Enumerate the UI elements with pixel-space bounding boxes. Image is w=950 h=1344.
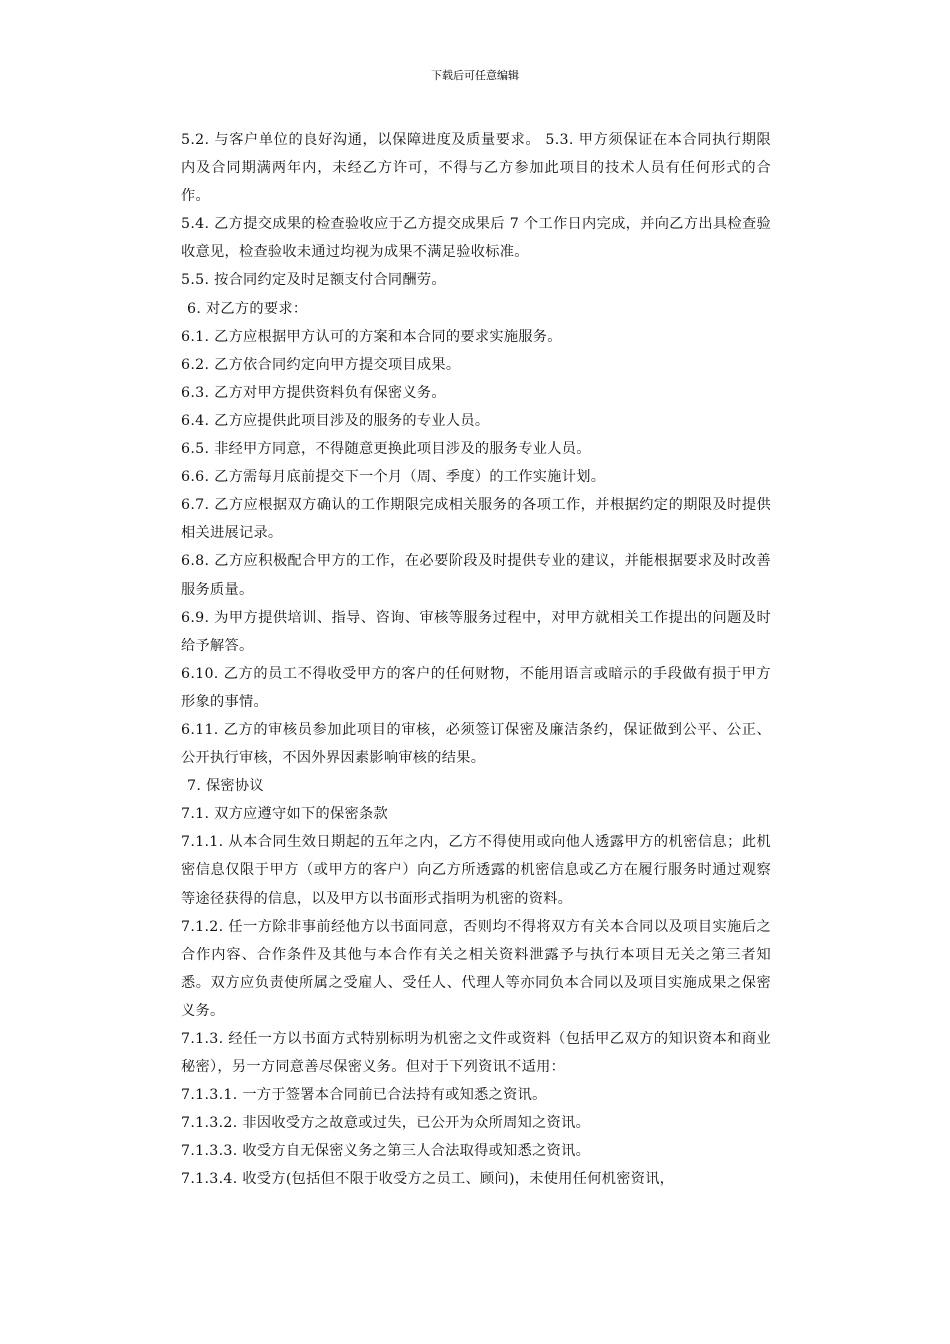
paragraph-6-11: 6.11. 乙方的审核员参加此项目的审核，必须签订保密及廉洁条约，保证做到公平、公正、公开执行审核，不因外界因素影响审核的结果。 [181,721,771,767]
paragraph-6-1: 6.1. 乙方应根据甲方认可的方案和本合同的要求实施服务。 [181,328,562,345]
paragraph-7-1-3-2: 7.1.3.2. 非因收受方之故意或过失，已公开为众所周知之资讯。 [181,1115,591,1132]
paragraph-6-3: 6.3. 乙方对甲方提供资料负有保密义务。 [181,384,446,401]
paragraph-6-5: 6.5. 非经甲方同意，不得随意更换此项目涉及的服务专业人员。 [181,441,591,458]
paragraph-7-1-2: 7.1.2. 任一方除非事前经他方以书面同意，否则均不得将双方有关本合同以及项目实施后之合作内容、合作条件及其他与本合作有关之相关资料泄露予与执行本项目无关之第三者知悉。双方应负责使所属之受雇人、受任人、代理人等亦同负本合同以及项目实施成果之保密义务。 [181,918,771,1019]
paragraph-5-2: 5.2. 与客户单位的良好沟通，以保障进度及质量要求。 5.3. 甲方须保证在本合同执行期限内及合同期满两年内，未经乙方许可，不得与乙方参加此项目的技术人员有任何形式的合作。 [181,132,771,205]
paragraph-6-8: 6.8. 乙方应积极配合甲方的工作，在必要阶段及时提供专业的建议，并能根据要求及时改善服务质量。 [181,553,771,598]
paragraph-6-6: 6.6. 乙方需每月底前提交下一个月（周、季度）的工作实施计划。 [181,469,606,486]
paragraph-7-1-3-4: 7.1.3.4. 收受方(包括但不限于收受方之员工、顾问)，未使用任何机密资讯， [181,1171,675,1188]
paragraph-6-4: 6.4. 乙方应提供此项目涉及的服务的专业人员。 [181,412,490,429]
page-header: 下载后可任意编辑 [431,69,519,82]
section-heading-6: 6. 对乙方的要求： [187,300,308,317]
paragraph-7-1-1: 7.1.1. 从本合同生效日期起的五年之内，乙方不得使用或向他人透露甲方的机密信息；此机密信息仅限于甲方（或甲方的客户）向乙方所透露的机密信息或乙方在履行服务时通过观察等途径获得的信息，以及甲方以书面形式指明为机密的资料。 [181,834,771,907]
paragraph-6-10: 6.10. 乙方的员工不得收受甲方的客户的任何财物，不能用语言或暗示的手段做有损于甲方形象的事情。 [181,665,771,710]
section-heading-7: 7. 保密协议 [187,778,264,795]
paragraph-5-5: 5.5. 按合同约定及时足额支付合同酬劳。 [181,272,446,289]
paragraph-7-1-3-1: 7.1.3.1. 一方于签署本合同前已合法持有或知悉之资讯。 [181,1087,547,1104]
paragraph-7-1-3-3: 7.1.3.3. 收受方自无保密义务之第三人合法取得或知悉之资讯。 [181,1143,591,1160]
paragraph-6-9: 6.9. 为甲方提供培训、指导、咨询、审核等服务过程中，对甲方就相关工作提出的问题及时给予解答。 [181,609,771,654]
paragraph-5-4: 5.4. 乙方提交成果的检查验收应于乙方提交成果后 7 个工作日内完成，并向乙方出具检查验收意见，检查验收未通过均视为成果不满足验收标准。 [181,216,771,261]
paragraph-7-1-3: 7.1.3. 经任一方以书面方式特别标明为机密之文件或资料（包括甲乙双方的知识资本和商业秘密），另一方同意善尽保密义务。但对于下列资讯不适用： [181,1031,771,1076]
paragraph-6-2: 6.2. 乙方依合同约定向甲方提交项目成果。 [181,356,461,373]
paragraph-6-7: 6.7. 乙方应根据双方确认的工作期限完成相关服务的各项工作，并根据约定的期限及时提供相关进展记录。 [181,497,771,542]
paragraph-7-1: 7.1. 双方应遵守如下的保密条款 [181,806,388,823]
document-body [181,126,771,1194]
